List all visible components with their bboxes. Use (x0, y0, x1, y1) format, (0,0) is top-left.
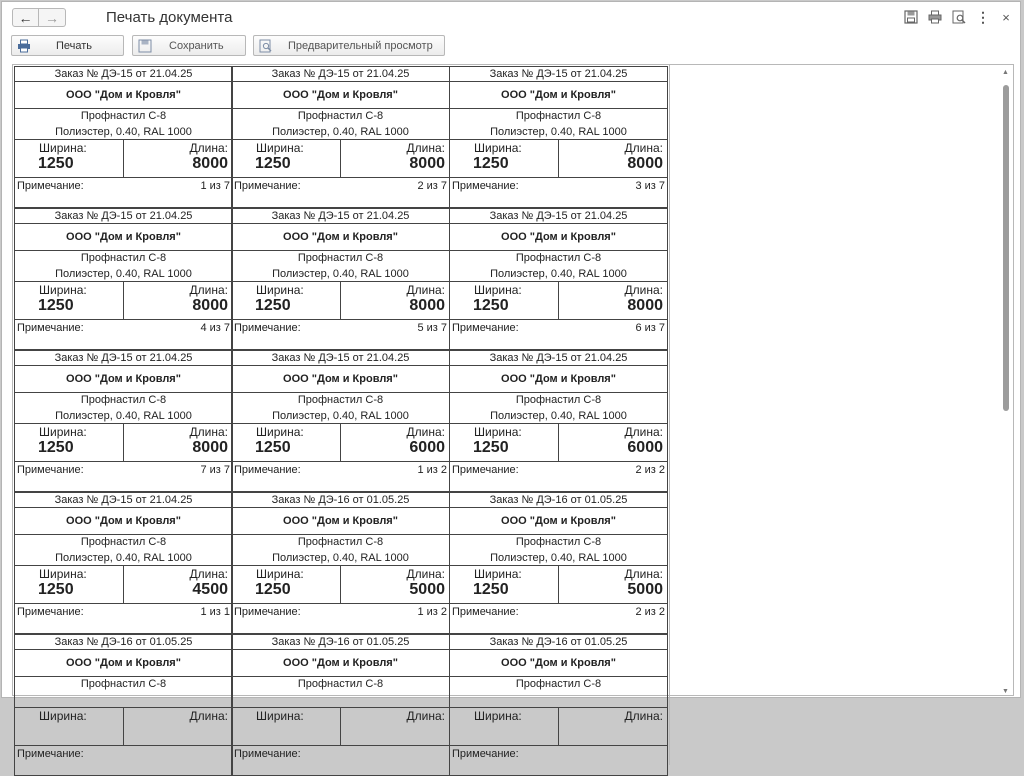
piece-count: 5 из 7 (417, 322, 447, 334)
product-name: Профнастил С-8 (297, 394, 384, 406)
dimensions (15, 139, 232, 178)
width-label: Ширина: (256, 567, 304, 581)
label-sheet (13, 65, 670, 765)
company-name: ООО "Дом и Кровля" (232, 365, 449, 393)
product-name: Профнастил С-8 (515, 110, 602, 122)
length-label: Длина: (406, 425, 445, 439)
piece-count: 7 из 7 (200, 464, 230, 476)
forward-button[interactable] (39, 8, 66, 27)
dimensions (15, 281, 232, 320)
length-label: Длина: (624, 283, 663, 297)
label-card (231, 66, 450, 208)
width-label: Ширина: (39, 283, 87, 297)
order-number: Заказ № ДЭ-15 от 21.04.25 (232, 67, 449, 82)
width-label: Ширина: (474, 283, 522, 297)
width-column (450, 707, 559, 745)
piece-count: 2 из 2 (635, 464, 665, 476)
length-column (341, 565, 450, 603)
note-label: Примечание: (452, 748, 519, 760)
product-spec (15, 692, 232, 708)
product-spec (232, 692, 449, 708)
product-spec: Полиэстер, 0.40, RAL 1000 (232, 550, 449, 566)
note-label: Примечание: (17, 606, 84, 618)
company-name: ООО "Дом и Кровля" (232, 81, 449, 109)
dimensions (15, 565, 232, 604)
piece-count: 2 из 2 (635, 606, 665, 618)
length-value: 6000 (627, 439, 663, 456)
preview-button[interactable] (253, 35, 445, 56)
length-column (124, 707, 233, 745)
length-value: 6000 (409, 439, 445, 456)
length-label: Длина: (406, 283, 445, 297)
product-name: Профнастил С-8 (80, 536, 167, 548)
length-label: Длина: (189, 283, 228, 297)
length-column (559, 423, 668, 461)
length-label: Длина: (189, 709, 228, 723)
length-value: 8000 (627, 155, 663, 172)
width-label: Ширина: (474, 567, 522, 581)
label-card (231, 492, 450, 634)
length-column (124, 139, 233, 177)
order-number: Заказ № ДЭ-15 от 21.04.25 (15, 67, 232, 82)
length-label: Длина: (189, 425, 228, 439)
product-name: Профнастил С-8 (297, 678, 384, 690)
order-number: Заказ № ДЭ-15 от 21.04.25 (450, 67, 667, 82)
width-column (15, 423, 124, 461)
dimensions (232, 139, 449, 178)
width-value: 1250 (473, 297, 509, 314)
company-name: ООО "Дом и Кровля" (15, 223, 232, 251)
order-number: Заказ № ДЭ-16 от 01.05.25 (15, 635, 232, 650)
note-label: Примечание: (234, 322, 301, 334)
product-name: Профнастил С-8 (297, 252, 384, 264)
floppy-icon (138, 39, 152, 53)
back-button[interactable] (12, 8, 39, 27)
printer-icon (17, 39, 31, 53)
width-label: Ширина: (256, 425, 304, 439)
width-column (450, 565, 559, 603)
piece-count: 1 из 2 (417, 606, 447, 618)
product-spec: Полиэстер, 0.40, RAL 1000 (15, 124, 232, 140)
dimensions (232, 423, 449, 462)
length-value: 8000 (192, 297, 228, 314)
width-label: Ширина: (256, 283, 304, 297)
length-label: Длина: (406, 141, 445, 155)
product-spec: Полиэстер, 0.40, RAL 1000 (450, 124, 667, 140)
width-column (232, 423, 341, 461)
back-arrow-icon: ← (18, 9, 33, 26)
dimensions (232, 707, 449, 746)
length-column (559, 281, 668, 319)
order-number: Заказ № ДЭ-16 от 01.05.25 (232, 635, 449, 650)
length-value: 8000 (192, 439, 228, 456)
product-spec: Полиэстер, 0.40, RAL 1000 (450, 550, 667, 566)
note-label: Примечание: (234, 180, 301, 192)
dimensions (450, 707, 667, 746)
product-name: Профнастил С-8 (80, 678, 167, 690)
label-card (449, 66, 668, 208)
length-label: Длина: (624, 567, 663, 581)
length-column (124, 565, 233, 603)
print-button-label: Печать (56, 40, 93, 52)
dimensions (232, 281, 449, 320)
note-label: Примечание: (452, 180, 519, 192)
width-label: Ширина: (39, 141, 87, 155)
company-name: ООО "Дом и Кровля" (450, 81, 667, 109)
product-spec: Полиэстер, 0.40, RAL 1000 (232, 124, 449, 140)
length-value: 8000 (409, 297, 445, 314)
length-label: Длина: (624, 709, 663, 723)
company-name: ООО "Дом и Кровля" (15, 81, 232, 109)
order-number: Заказ № ДЭ-16 от 01.05.25 (450, 493, 667, 508)
product-name: Профнастил С-8 (515, 394, 602, 406)
length-column (341, 707, 450, 745)
length-label: Длина: (189, 567, 228, 581)
width-value: 1250 (38, 581, 74, 598)
width-column (232, 707, 341, 745)
print-button[interactable] (11, 35, 124, 56)
product-name: Профнастил С-8 (297, 536, 384, 548)
scroll-down-icon[interactable]: ▼ (1002, 688, 1009, 695)
save-icon[interactable] (902, 8, 920, 26)
company-name: ООО "Дом и Кровля" (450, 507, 667, 535)
label-card (231, 350, 450, 492)
width-label: Ширина: (474, 709, 522, 723)
close-icon[interactable]: × (1002, 9, 1010, 25)
length-label: Длина: (624, 425, 663, 439)
product-spec: Полиэстер, 0.40, RAL 1000 (450, 266, 667, 282)
width-label: Ширина: (39, 709, 87, 723)
company-name: ООО "Дом и Кровля" (232, 507, 449, 535)
company-name: ООО "Дом и Кровля" (450, 223, 667, 251)
width-label: Ширина: (256, 709, 304, 723)
preview-icon[interactable] (950, 8, 968, 26)
length-column (559, 565, 668, 603)
width-column (450, 423, 559, 461)
order-number: Заказ № ДЭ-15 от 21.04.25 (450, 209, 667, 224)
length-value: 8000 (627, 297, 663, 314)
label-card (231, 634, 450, 776)
product-name: Профнастил С-8 (515, 536, 602, 548)
width-label: Ширина: (256, 141, 304, 155)
order-number: Заказ № ДЭ-15 от 21.04.25 (15, 493, 232, 508)
dimensions (15, 707, 232, 746)
note-label: Примечание: (452, 322, 519, 334)
length-column (559, 707, 668, 745)
width-value: 1250 (473, 439, 509, 456)
width-value: 1250 (38, 155, 74, 172)
piece-count: 1 из 1 (200, 606, 230, 618)
order-number: Заказ № ДЭ-15 от 21.04.25 (232, 209, 449, 224)
width-column (15, 139, 124, 177)
piece-count: 6 из 7 (635, 322, 665, 334)
piece-count: 1 из 2 (417, 464, 447, 476)
company-name: ООО "Дом и Кровля" (15, 649, 232, 677)
length-value: 8000 (192, 155, 228, 172)
piece-count: 4 из 7 (200, 322, 230, 334)
piece-count: 2 из 7 (417, 180, 447, 192)
width-label: Ширина: (474, 425, 522, 439)
product-spec: Полиэстер, 0.40, RAL 1000 (232, 408, 449, 424)
dimensions (450, 281, 667, 320)
length-column (124, 281, 233, 319)
width-value: 1250 (255, 297, 291, 314)
width-column (232, 565, 341, 603)
length-column (341, 281, 450, 319)
label-card (449, 350, 668, 492)
label-card (231, 208, 450, 350)
width-value: 1250 (255, 155, 291, 172)
forward-arrow-icon: → (45, 9, 59, 26)
window-title: Печать документа (106, 9, 233, 26)
width-column (232, 281, 341, 319)
note-label: Примечание: (234, 748, 301, 760)
product-name: Профнастил С-8 (80, 110, 167, 122)
scroll-up-icon[interactable]: ▲ (1002, 69, 1009, 76)
magnifier-page-icon (259, 39, 273, 53)
label-card (449, 634, 668, 776)
order-number: Заказ № ДЭ-15 от 21.04.25 (450, 351, 667, 366)
order-number: Заказ № ДЭ-15 от 21.04.25 (15, 209, 232, 224)
width-column (15, 281, 124, 319)
length-value: 5000 (627, 581, 663, 598)
more-icon[interactable]: ⋮ (976, 9, 990, 25)
length-label: Длина: (624, 141, 663, 155)
length-column (559, 139, 668, 177)
dimensions (450, 565, 667, 604)
length-label: Длина: (189, 141, 228, 155)
scroll-thumb[interactable] (1003, 85, 1009, 411)
label-card (14, 66, 233, 208)
dimensions (232, 565, 449, 604)
label-card (449, 208, 668, 350)
length-label: Длина: (406, 567, 445, 581)
label-card (14, 208, 233, 350)
width-label: Ширина: (474, 141, 522, 155)
dimensions (450, 139, 667, 178)
save-button-label: Сохранить (169, 40, 224, 52)
order-number: Заказ № ДЭ-16 от 01.05.25 (232, 493, 449, 508)
label-card (449, 492, 668, 634)
note-label: Примечание: (452, 606, 519, 618)
dimensions (15, 423, 232, 462)
width-column (450, 139, 559, 177)
width-column (450, 281, 559, 319)
product-spec: Полиэстер, 0.40, RAL 1000 (15, 408, 232, 424)
width-column (15, 565, 124, 603)
width-value: 1250 (38, 297, 74, 314)
length-value: 5000 (409, 581, 445, 598)
product-name: Профнастил С-8 (515, 252, 602, 264)
length-column (124, 423, 233, 461)
product-name: Профнастил С-8 (515, 678, 602, 690)
vertical-scrollbar[interactable] (1000, 69, 1013, 695)
note-label: Примечание: (17, 464, 84, 476)
order-number: Заказ № ДЭ-16 от 01.05.25 (450, 635, 667, 650)
piece-count: 3 из 7 (635, 180, 665, 192)
product-spec: Полиэстер, 0.40, RAL 1000 (15, 266, 232, 282)
company-name: ООО "Дом и Кровля" (232, 649, 449, 677)
note-label: Примечание: (17, 180, 84, 192)
company-name: ООО "Дом и Кровля" (232, 223, 449, 251)
order-number: Заказ № ДЭ-15 от 21.04.25 (232, 351, 449, 366)
product-spec (450, 692, 667, 708)
product-spec: Полиэстер, 0.40, RAL 1000 (450, 408, 667, 424)
width-value: 1250 (255, 581, 291, 598)
print-document-window (1, 1, 1021, 760)
save-button[interactable] (132, 35, 246, 56)
product-name: Профнастил С-8 (80, 394, 167, 406)
width-column (232, 139, 341, 177)
product-name: Профнастил С-8 (297, 110, 384, 122)
document-preview[interactable] (12, 64, 1014, 760)
length-column (341, 139, 450, 177)
company-name: ООО "Дом и Кровля" (450, 649, 667, 677)
width-label: Ширина: (39, 425, 87, 439)
label-card (14, 492, 233, 634)
company-name: ООО "Дом и Кровля" (15, 365, 232, 393)
note-label: Примечание: (234, 464, 301, 476)
order-number: Заказ № ДЭ-15 от 21.04.25 (15, 351, 232, 366)
width-label: Ширина: (39, 567, 87, 581)
piece-count: 1 из 7 (200, 180, 230, 192)
length-value: 8000 (409, 155, 445, 172)
label-card (14, 350, 233, 492)
note-label: Примечание: (17, 748, 84, 760)
company-name: ООО "Дом и Кровля" (15, 507, 232, 535)
length-label: Длина: (406, 709, 445, 723)
dimensions (450, 423, 667, 462)
note-label: Примечание: (452, 464, 519, 476)
note-label: Примечание: (234, 606, 301, 618)
width-value: 1250 (473, 581, 509, 598)
length-column (341, 423, 450, 461)
width-value: 1250 (255, 439, 291, 456)
width-column (15, 707, 124, 745)
company-name: ООО "Дом и Кровля" (450, 365, 667, 393)
length-value: 4500 (192, 581, 228, 598)
print-icon[interactable] (926, 8, 944, 26)
preview-button-label: Предварительный просмотр (288, 40, 433, 52)
width-value: 1250 (38, 439, 74, 456)
product-spec: Полиэстер, 0.40, RAL 1000 (232, 266, 449, 282)
label-card (14, 634, 233, 776)
width-value: 1250 (473, 155, 509, 172)
note-label: Примечание: (17, 322, 84, 334)
product-name: Профнастил С-8 (80, 252, 167, 264)
product-spec: Полиэстер, 0.40, RAL 1000 (15, 550, 232, 566)
